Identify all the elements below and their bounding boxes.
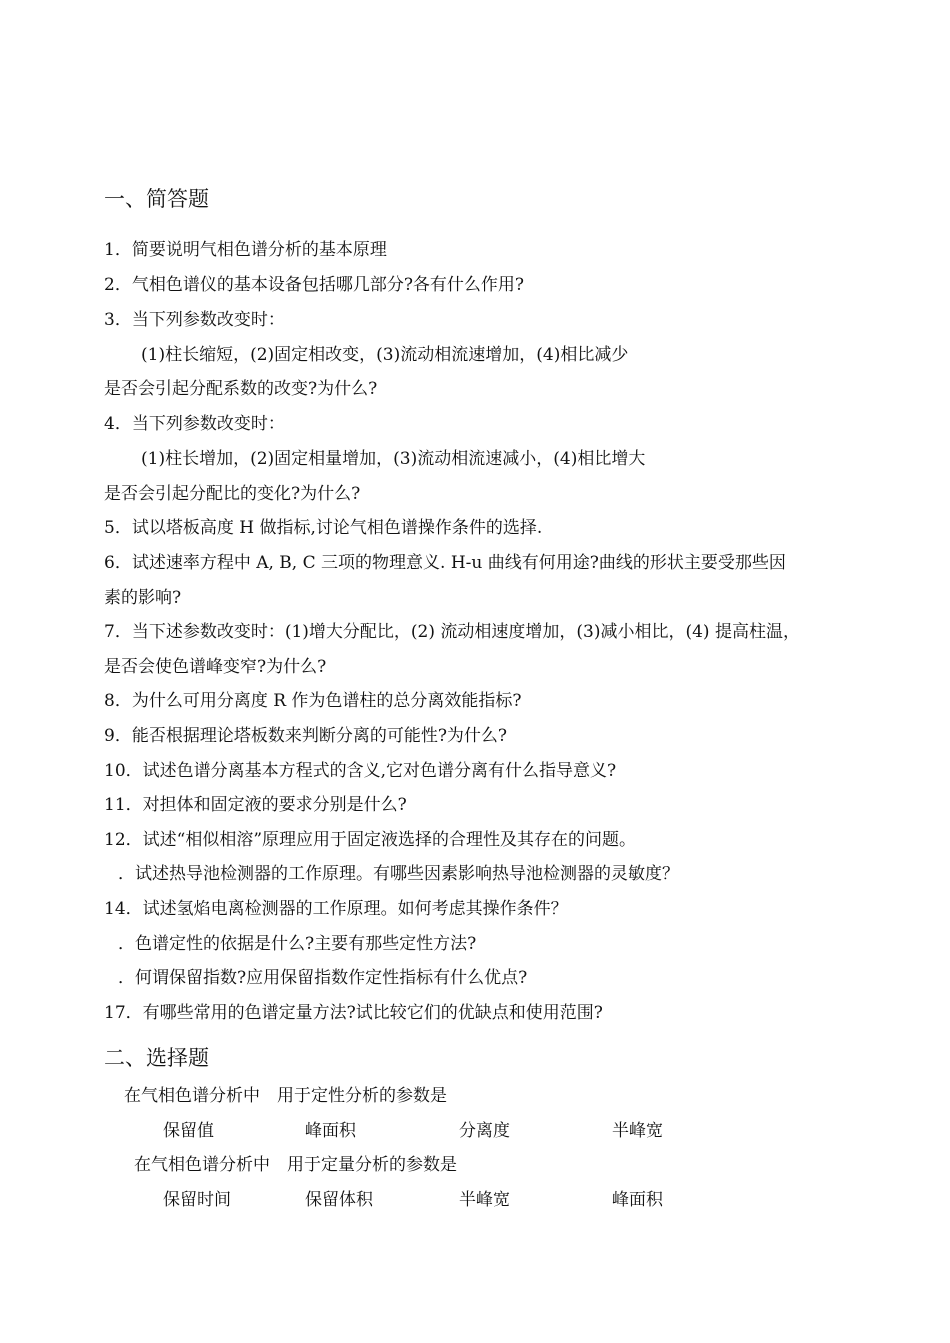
choice-question-1-option-3: 分离度: [459, 1121, 510, 1141]
question-3-ask: 是否会引起分配系数的改变?为什么?: [104, 379, 378, 399]
question-2: 2．气相色谱仪的基本设备包括哪几部分?各有什么作用?: [104, 275, 525, 295]
question-9: 9．能否根据理论塔板数来判断分离的可能性?为什么?: [104, 726, 508, 746]
question-1: 1．简要说明气相色谱分析的基本原理: [104, 240, 387, 260]
question-5: 5．试以塔板高度 H 做指标,讨论气相色谱操作条件的选择.: [104, 518, 543, 538]
choice-question-2-option-3: 半峰宽: [459, 1190, 510, 1210]
question-3-items: (1)柱长缩短，(2)固定相改变，(3)流动相流速增加，(4)相比减少: [141, 345, 629, 365]
question-4-items: (1)柱长增加，(2)固定相量增加，(3)流动相流速减小，(4)相比增大: [141, 449, 646, 469]
question-12: 12．试述“相似相溶”原理应用于固定液选择的合理性及其存在的问题。: [104, 830, 637, 850]
choice-question-1-option-4: 半峰宽: [612, 1121, 663, 1141]
choice-question-2-option-1: 保留时间: [163, 1190, 231, 1210]
choice-question-2-option-2: 保留体积: [305, 1190, 373, 1210]
question-4: 4．当下列参数改变时：: [104, 414, 285, 434]
question-7-cont: 是否会使色谱峰变窄?为什么?: [104, 657, 327, 677]
choice-question-1-stem: 在气相色谱分析中 用于定性分析的参数是: [124, 1086, 447, 1106]
question-16: ．何谓保留指数?应用保留指数作定性指标有什么优点?: [118, 968, 528, 988]
question-6-cont: 素的影响?: [104, 588, 182, 608]
question-6: 6．试述速率方程中 A, B, C 三项的物理意义. H-u 曲线有何用途?曲线的形状主要受那些因: [104, 553, 786, 573]
question-3: 3．当下列参数改变时：: [104, 310, 285, 330]
question-14: 14．试述氢焰电离检测器的工作原理。如何考虑其操作条件？: [104, 899, 568, 919]
question-10: 10．试述色谱分离基本方程式的含义,它对色谱分离有什么指导意义?: [104, 761, 617, 781]
choice-question-2-stem: 在气相色谱分析中 用于定量分析的参数是: [134, 1155, 457, 1175]
choice-question-1-option-1: 保留值: [163, 1121, 214, 1141]
question-15: ．色谱定性的依据是什么?主要有那些定性方法?: [118, 934, 477, 954]
choice-question-2-option-4: 峰面积: [612, 1190, 663, 1210]
question-8: 8．为什么可用分离度 R 作为色谱柱的总分离效能指标?: [104, 691, 522, 711]
question-13: ．试述热导池检测器的工作原理。有哪些因素影响热导池检测器的灵敏度？: [118, 864, 679, 884]
question-17: 17．有哪些常用的色谱定量方法?试比较它们的优缺点和使用范围?: [104, 1003, 603, 1023]
question-4-ask: 是否会引起分配比的变化?为什么?: [104, 484, 361, 504]
question-11: 11．对担体和固定液的要求分别是什么?: [104, 795, 407, 815]
choice-question-1-option-2: 峰面积: [305, 1121, 356, 1141]
section-1-title: 一、简答题: [104, 187, 209, 211]
question-7: 7．当下述参数改变时：(1)增大分配比，(2) 流动相速度增加，(3)减小相比，(4) 提高柱温，: [104, 622, 800, 642]
section-2-title: 二、选择题: [104, 1046, 209, 1070]
